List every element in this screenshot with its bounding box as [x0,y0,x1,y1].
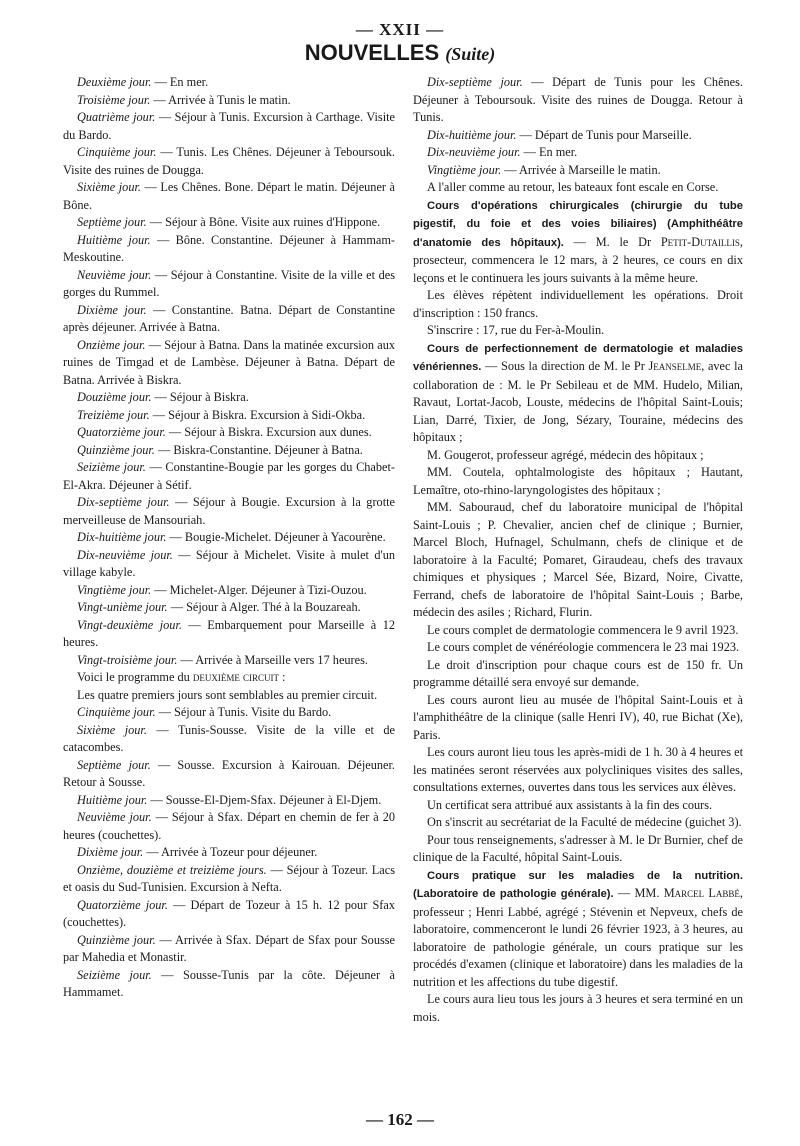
day-label: Vingt-deuxième jour. [77,617,182,632]
day-label: Vingt-unième jour. [77,600,168,614]
paragraph-text: — Séjour à Bône. Visite aux ruines d'Hippone. [146,215,381,229]
day-label: Septième jour. [77,757,151,772]
paragraph-text: — Constantine. Batna. Départ de Constantine après déjeuner. Arrivée à Batna. [63,302,395,334]
paragraph-text: — Séjour à Batna. Dans la matinée excursion aux ruines de Timgad et de Lambèse. Déjeuner à Batna. Départ de Batna. Arrivée à Biskra. [63,337,396,387]
paragraph [63,967,395,1002]
paragraph [63,669,395,687]
paragraph-text: — Sousse-Tunis par la côte. Déjeuner à Hammamet. [63,967,395,999]
paragraph-text: — Séjour à Michelet. Visite à mulet d'un village kabyle. [63,547,395,579]
day-label: Quinzième jour. [77,932,156,947]
paragraph-text: — Séjour à Alger. Thé à la Bouzareah. [167,600,361,614]
paragraph [63,844,395,862]
page-number: — 162 — [366,1110,434,1129]
day-label: Treizième jour. [77,407,150,422]
day-label: Vingtième jour. [77,582,152,597]
paragraph [413,340,743,447]
day-label: Huitième jour. [77,232,151,247]
paragraph-text: Pour tous renseignements, s'adresser à M. le Dr Burnier, chef de clinique de la Faculté, hôpital Saint-Louis. [413,832,743,864]
paragraph [413,464,743,499]
paragraph-text: Les élèves répètent individuellement les opérations. Droit d'inscription : 150 francs. [413,288,743,320]
paragraph [63,529,395,547]
paragraph [63,302,395,337]
page-title [0,40,800,66]
paragraph [63,687,395,705]
small-caps-name: Marcel Labbé [663,886,740,900]
title-suite: (Suite) [445,44,496,64]
paragraph-text: — Les Chênes. Bone. Départ le matin. Déjeuner à Bône. [63,180,395,212]
paragraph-text: — Séjour à Tunis. Visite du Bardo. [155,705,332,719]
day-label: Seizième jour. [77,967,152,982]
course-heading: Cours de perfectionnement de dermatologie et maladies vénériennes. [413,342,743,373]
paragraph [413,639,743,657]
left-column [63,74,395,1002]
paragraph-text: — Sousse-El-Djem-Sfax. Déjeuner à El-Djem. [147,792,382,807]
paragraph-text: — Arrivée à Tozeur pour déjeuner. [143,845,318,859]
paragraph [63,442,395,460]
paragraph-text: — Constantine-Bougie par les gorges du Chabet-El-Akra. Déjeuner à Sétif. [63,460,395,492]
day-label: Dix-neuvième jour. [77,547,173,562]
paragraph-text: — Départ de Tunis pour les Chênes. Déjeuner à Teboursouk. Visite des ruines de Dougga. Retour à Tunis. [413,75,743,124]
paragraph [63,704,395,722]
paragraph-text: Les cours auront lieu au musée de l'hôpital Saint-Louis et à l'amphithéâtre de la clinique (salle Henri IV), 40, rue Bichat (Xe), Paris. [413,692,743,742]
paragraph [63,792,395,810]
paragraph [63,617,395,652]
paragraph-text: Le cours aura lieu tous les jours à 3 heures et sera terminé en un mois. [413,992,743,1024]
paragraph [63,582,395,600]
paragraph-text: On s'inscrit au secrétariat de la Faculté de médecine (guichet 3). [427,815,742,829]
day-label: Neuvième jour. [77,810,152,824]
paragraph-text: — Sous la direction de M. le Pr [481,359,649,373]
paragraph [63,757,395,792]
day-label: Onzième, douzième et treizième jours. [77,862,267,877]
page-roman-numeral: — XXII — [355,20,445,39]
paragraph-text: — Arrivée à Marseille le matin. [501,162,661,177]
paragraph [63,932,395,967]
day-label: Sixième jour. [77,722,147,737]
paragraph-text: Le droit d'inscription pour chaque cours est de 150 fr. Un programme détaillé sera envoyé sur demande. [413,657,743,689]
day-label: Dixième jour. [77,845,144,859]
paragraph [413,447,743,465]
paragraph-text: — Séjour à Biskra. [151,390,249,404]
paragraph [63,389,395,407]
day-label: Onzième jour. [77,337,146,352]
paragraph [63,599,395,617]
paragraph [413,287,743,322]
paragraph-text: — Départ de Tunis pour Marseille. [516,127,692,142]
paragraph [413,127,743,145]
day-label: Huitième jour. [77,792,148,807]
paragraph-text: — Séjour à Sfax. Départ en chemin de fer à 20 heures (couchettes). [63,810,395,842]
paragraph-text: , avec la collaboration de : M. le Pr Sebileau et de MM. Hudelo, Milian, Ravaut, Lortat-Jacob, Louste, médecins de l'hôpital Saint-Louis; Lian, Darré, Tixier, de Jong, Sézary, Touraine, médecins des hôpitaux ; [413,359,743,444]
paragraph-text: MM. Coutela, ophtalmologiste des hôpitaux ; Hautant, Lemaître, oto-rhino-laryngologistes des hôpitaux ; [413,465,743,497]
paragraph [63,424,395,442]
course-heading: Cours d'opérations chirurgicales (chirurgie du tube pigestif, du foie et des voies biliaires) (Amphithéâtre d'anatomie des hôpitaux). [413,199,743,249]
day-label: Quatrième jour. [77,110,156,124]
paragraph-text: — MM. [613,886,664,900]
paragraph [413,797,743,815]
paragraph [63,547,395,582]
day-label: Vingt-troisième jour. [77,652,178,667]
paragraph [63,92,395,110]
day-label: Sixième jour. [77,180,141,194]
paragraph-text: Le cours complet de vénéréologie commencera le 23 mai 1923. [427,640,740,654]
paragraph-text: — Arrivée à Sfax. Départ de Sfax pour Sousse par Mahedia et Monastir. [63,932,395,964]
small-caps-name: Petit-Dutaillis [660,234,740,249]
paragraph-text: — Sousse. Excursion à Kairouan. Déjeuner. Retour à Sousse. [63,757,395,789]
paragraph [63,652,395,670]
paragraph [413,74,743,127]
day-label: Dixième jour. [77,302,147,317]
paragraph-text: Les quatre premiers jours sont semblables au premier circuit. [77,687,378,702]
title-text: NOUVELLES [304,40,440,65]
paragraph [63,74,395,92]
day-label: Septième jour. [77,215,147,229]
paragraph-text: — Séjour à Biskra. Excursion aux dunes. [165,425,372,439]
paragraph-text: — Séjour à Bougie. Excursion à la grotte merveilleuse de Mansouriah. [63,495,395,527]
paragraph-text: — Tunis. Les Chênes. Déjeuner à Teboursouk. Visite des ruines de Dougga. [63,145,396,177]
paragraph-text: Le cours complet de dermatologie commencera le 9 avril 1923. [427,622,739,637]
day-label: Quatorzième jour. [77,425,166,439]
paragraph [413,499,743,622]
paragraph-text: Les cours auront lieu tous les après-midi de 1 h. 30 à 4 heures et les matinées seront réservées aux polycliniques visites des salles, consultations externes, ouvertes dans tous les services aux élèves. [413,745,743,794]
paragraph-text: — Séjour à Constantine. Visite de la ville et des gorges du Rummel. [63,267,395,299]
paragraph-text: A l'aller comme au retour, les bateaux font escale en Corse. [427,180,719,194]
paragraph-text: : [278,670,286,684]
day-label: Dix-huitième jour. [77,530,167,544]
day-label: Cinquième jour. [77,145,157,159]
paragraph [63,267,395,302]
paragraph-text: — Biskra-Constantine. Déjeuner à Batna. [154,442,363,457]
paragraph-text: — Séjour à Biskra. Excursion à Sidi-Okba. [149,407,366,422]
paragraph-text: — En mer. [151,75,209,89]
paragraph-text: — Embarquement pour Marseille à 12 heures. [63,617,395,649]
paragraph-text: — M. le Dr [563,234,661,249]
paragraph [63,862,395,897]
paragraph-text: , professeur ; Henri Labbé, agrégé ; Stévenin et Nepveux, chefs de laboratoire, commenceront le lundi 26 février 1923, à 3 heures, au laboratoire de pathologie générale, un cours pratique sur les procédés d'examen (clinique et laboratoire) dans les maladies de la nutrition et les affections du tube digestif. [413,886,743,989]
paragraph-text: — Arrivée à Marseille vers 17 heures. [177,652,368,667]
paragraph [413,657,743,692]
paragraph-text: — Séjour à Tunis. Excursion à Carthage. Visite du Bardo. [63,110,395,142]
paragraph [63,809,395,844]
paragraph-text: — En mer. [520,145,578,159]
day-label: Neuvième jour. [77,267,152,282]
day-label: Troisième jour. [77,92,151,107]
paragraph [63,459,395,494]
day-label: Quinzième jour. [77,442,155,457]
day-label: Cinquième jour. [77,705,156,719]
day-label: Douzième jour. [77,390,152,404]
paragraph-text: Voici le programme du [77,670,193,684]
paragraph-text: — Départ de Tozeur à 15 h. 12 pour Sfax (couchettes). [63,897,395,929]
right-column [413,74,743,1026]
paragraph [413,832,743,867]
paragraph [63,722,395,757]
paragraph [63,214,395,232]
day-label: Seizième jour. [77,460,146,474]
paragraph-text: — Arrivée à Tunis le matin. [150,92,291,107]
small-caps-name: Jeanselme [648,359,702,373]
paragraph [413,692,743,745]
paragraph-text: M. Gougerot, professeur agrégé, médecin des hôpitaux ; [427,447,704,462]
paragraph [413,162,743,180]
paragraph [413,179,743,197]
paragraph-text: MM. Sabouraud, chef du laboratoire municipal de l'hôpital Saint-Louis ; P. Chevalier, ancien chef de clinique ; Burnier, Marcel Bloch, Hufnagel, Schulmann, chefs de clinique et de laboratoire à la Faculté; Pomaret, Giraudeau, chefs des travaux chimiques et physiques ; Marcel Sée, Bizard, Noire, Civatte, Ferrand, chefs de laboratoire de l'hôpital Saint-Louis ; Barbe, médecin des asiles ; Richard, Flurin. [413,500,743,619]
paragraph-text: — Michelet-Alger. Déjeuner à Tizi-Ouzou. [151,582,367,597]
day-label: Dix-septième jour. [77,495,170,509]
paragraph [63,144,395,179]
paragraph [413,622,743,640]
paragraph [413,991,743,1026]
paragraph-text: , prosecteur, commencera le 12 mars, à 2 heures, ce cours en dix leçons et le continuera les jours suivants à la même heure. [413,234,743,285]
small-caps-name: deuxième circuit [192,670,279,684]
day-label: Quatorzième jour. [77,897,168,912]
day-label: Dix-neuvième jour. [427,145,521,159]
day-label: Dix-septième jour. [427,75,523,89]
paragraph [63,407,395,425]
paragraph [413,322,743,340]
paragraph [63,494,395,529]
paragraph [63,109,395,144]
paragraph [413,867,743,992]
paragraph [63,897,395,932]
paragraph [63,337,395,390]
paragraph-text: Un certificat sera attribué aux assistants à la fin des cours. [427,797,713,812]
paragraph [413,144,743,162]
paragraph [63,232,395,267]
paragraph [63,179,395,214]
paragraph [413,197,743,288]
paragraph [413,814,743,832]
paragraph [413,744,743,797]
paragraph-text: S'inscrire : 17, rue du Fer-à-Moulin. [427,323,605,337]
day-label: Deuxième jour. [77,75,152,89]
paragraph-text: — Bougie-Michelet. Déjeuner à Yacourène. [166,530,386,544]
day-label: Vingtième jour. [427,162,502,177]
day-label: Dix-huitième jour. [427,127,517,142]
paragraph-text: — Bône. Constantine. Déjeuner à Hammam-Meskoutine. [63,232,396,264]
course-heading: Cours pratique sur les maladies de la nutrition. (Laboratoire de pathologie générale). [413,869,743,900]
paragraph-text: — Séjour à Tozeur. Lacs et oasis du Sud-Tunisien. Excursion à Nefta. [63,862,395,894]
paragraph-text: — Tunis-Sousse. Visite de la ville et de catacombes. [63,722,395,754]
